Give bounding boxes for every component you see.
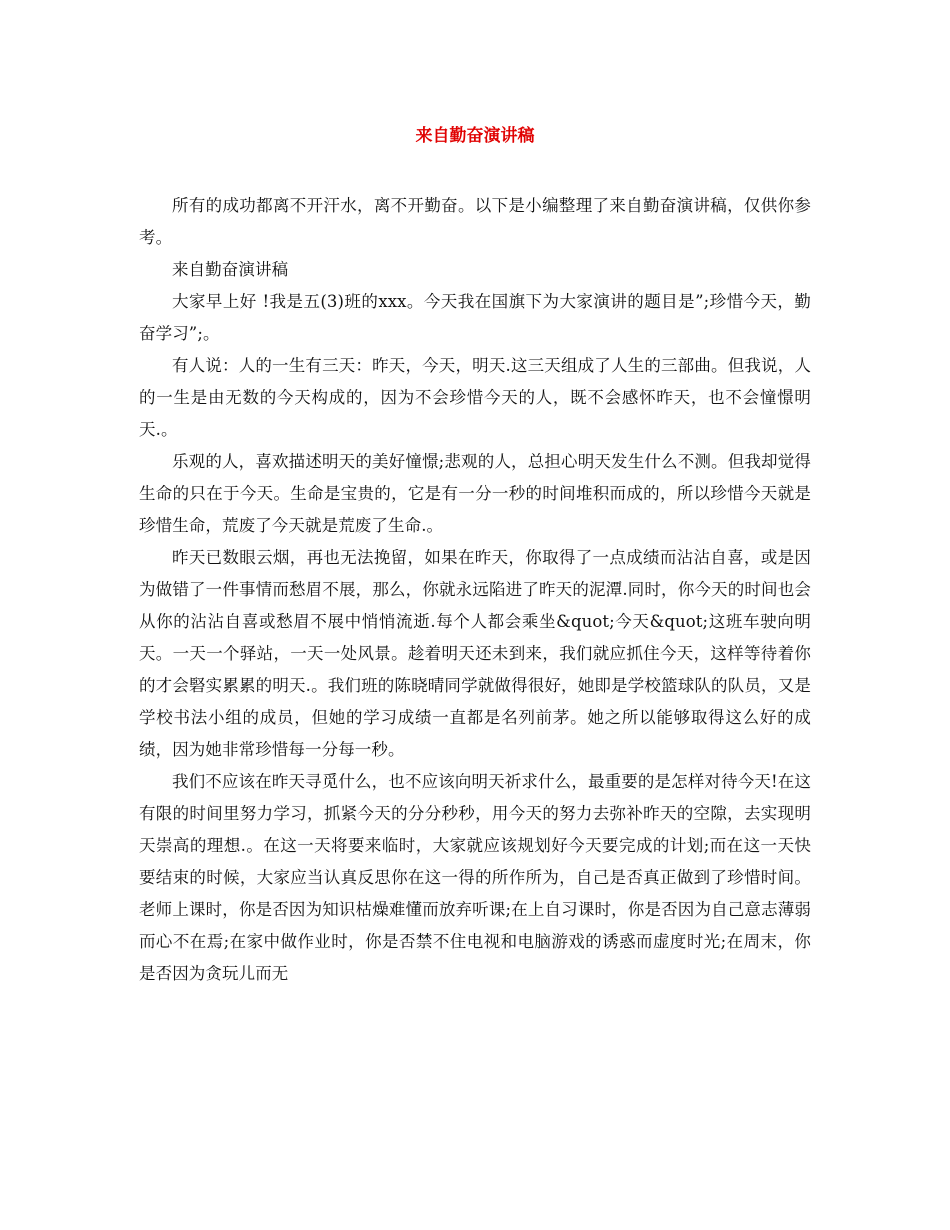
document-title: 来自勤奋演讲稿	[415, 126, 535, 146]
paragraph-greeting: 大家早上好 !我是五(3)班的xxx。今天我在国旗下为大家演讲的题目是”;珍惜今天，勤奋学习”;。	[139, 292, 811, 343]
paragraph-today: 我们不应该在昨天寻觅什么，也不应该向明天祈求什么，最重要的是怎样对待今天!在这有限的时间里努力学习，抓紧今天的分分秒秒，用今天的努力去弥补昨天的空隙，去实现明天崇高的理想.。在这一天将要来临时，大家就应该规划好今天要完成的计划;而在这一天快要结束的时候，大家应当认真反思你在这一得的所作所为，自己是否真正做到了珍惜时间。老师上课时，你是否因为知识枯燥难懂而放弃听课;在上自习课时，你是否因为自己意志薄弱而心不在焉;在家中做作业时，你是否禁不住电视和电脑游戏的诱惑而虚度时光;在周末，你是否因为贪玩儿而无	[139, 772, 811, 983]
paragraph-yesterday: 昨天已数眼云烟，再也无法挽留，如果在昨天，你取得了一点成绩而沾沾自喜，或是因为做错了一件事情而愁眉不展，那么，你就永远陷进了昨天的泥潭.同时，你今天的时间也会从你的沾沾自喜或愁眉不展中悄悄流逝.每个人都会乘坐&quot;今天&quot;这班车驶向明天。一天一个驿站，一天一处风景。趁着明天还未到来，我们就应抓住今天，这样等待着你的才会硻实累累的明天.。我们班的陈晓晴同学就做得很好，她即是学校篮球队的队员，又是学校书法小组的成员，但她的学习成绩一直都是名列前茅。她之所以能够取得这么好的成绩，因为她非常珍惜每一分每一秒。	[139, 548, 811, 759]
paragraph-subtitle: 来自勤奋演讲稿	[172, 260, 289, 279]
paragraph-three-days: 有人说：人的一生有三天：昨天，今天，明天.这三天组成了人生的三部曲。但我说，人的一生是由无数的今天构成的，因为不会珍惜今天的人，既不会感怀昨天，也不会憧憬明天.。	[139, 356, 811, 439]
paragraph-intro: 所有的成功都离不开汗水，离不开勤奋。以下是小编整理了来自勤奋演讲稿，仅供你参考。	[139, 196, 811, 247]
paragraph-optimist: 乐观的人，喜欢描述明天的美好憧憬;悲观的人，总担心明天发生什么不测。但我却觉得生命的只在于今天。生命是宝贵的，它是有一分一秒的时间堆积而成的，所以珍惜今天就是珍惜生命，荒废了今天就是荒废了生命.。	[139, 452, 811, 535]
document-body	[139, 190, 811, 990]
